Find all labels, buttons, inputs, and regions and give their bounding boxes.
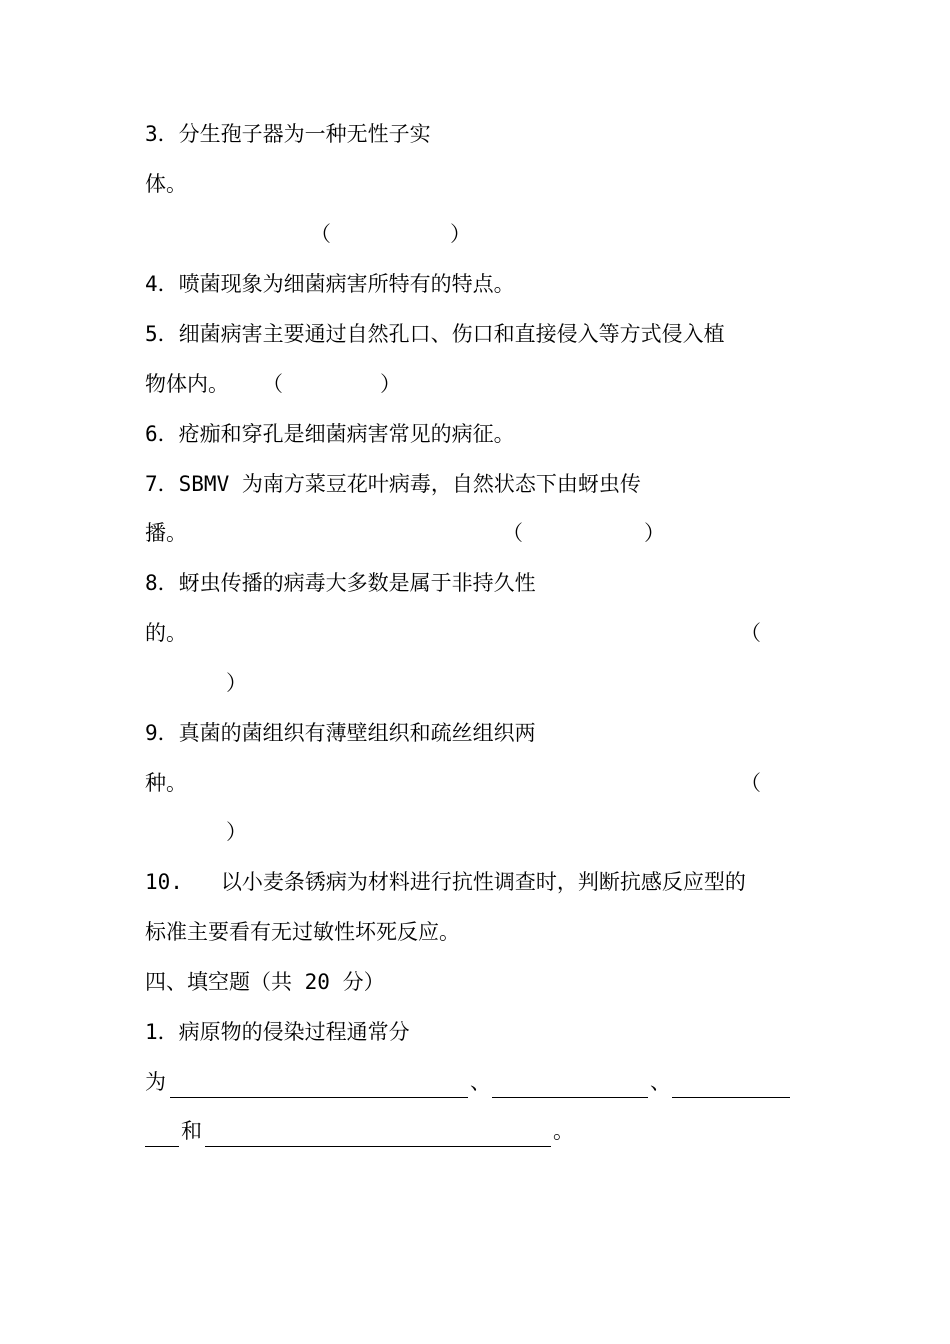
q9-line1: 9．真菌的菌组织有薄壁组织和疏丝组织两	[145, 721, 536, 745]
q8-line1: 8．蚜虫传播的病毒大多数是属于非持久性	[145, 571, 536, 595]
q8-paren-close: ）	[226, 671, 247, 695]
blank-4[interactable]	[205, 1146, 551, 1147]
q7-line2: 播。	[145, 521, 187, 545]
q9-line2: 种。	[145, 771, 187, 795]
q3-line2: 体。	[145, 172, 187, 196]
q3-line1: 3．分生孢子器为一种无性子实	[145, 122, 431, 146]
q8-paren-open: （	[740, 621, 761, 645]
blank-3[interactable]	[672, 1097, 790, 1098]
q5-paren-open: （	[262, 372, 283, 396]
q5-line2: 物体内。	[145, 372, 229, 396]
s4-q1-line1: 1．病原物的侵染过程通常分	[145, 1020, 410, 1044]
q3-paren-open: （	[310, 222, 331, 246]
s4-q1-sep-1: 、	[470, 1070, 491, 1094]
q7-paren-open: （	[502, 521, 523, 545]
blank-2[interactable]	[492, 1097, 648, 1098]
q4-line1: 4．喷菌现象为细菌病害所特有的特点。	[145, 272, 515, 296]
q9-paren-open: （	[740, 771, 761, 795]
q6-line1: 6．疮痂和穿孔是细菌病害常见的病征。	[145, 422, 515, 446]
section4-title: 四、填空题（共 20 分）	[145, 970, 385, 994]
blank-1[interactable]	[170, 1097, 468, 1098]
q9-paren-close: ）	[226, 820, 247, 844]
s4-q1-and: 和	[181, 1119, 202, 1143]
s4-q1-sep-2: 、	[650, 1070, 671, 1094]
q3-paren-close: ）	[450, 222, 471, 246]
s4-q1-prefix: 为	[145, 1070, 166, 1094]
q8-line2: 的。	[145, 621, 187, 645]
q7-paren-close: ）	[644, 521, 665, 545]
q7-line1: 7．SBMV 为南方菜豆花叶病毒，自然状态下由蚜虫传	[145, 472, 641, 496]
q5-line1: 5．细菌病害主要通过自然孔口、伤口和直接侵入等方式侵入植	[145, 322, 725, 346]
q10-line2: 标准主要看有无过敏性坏死反应。	[145, 920, 460, 944]
s4-q1-end: 。	[553, 1119, 574, 1143]
blank-3-continued[interactable]	[145, 1146, 179, 1147]
q10-line1: 10. 以小麦条锈病为材料进行抗性调查时，判断抗感反应型的	[145, 870, 746, 894]
q5-paren-close: ）	[380, 372, 401, 396]
